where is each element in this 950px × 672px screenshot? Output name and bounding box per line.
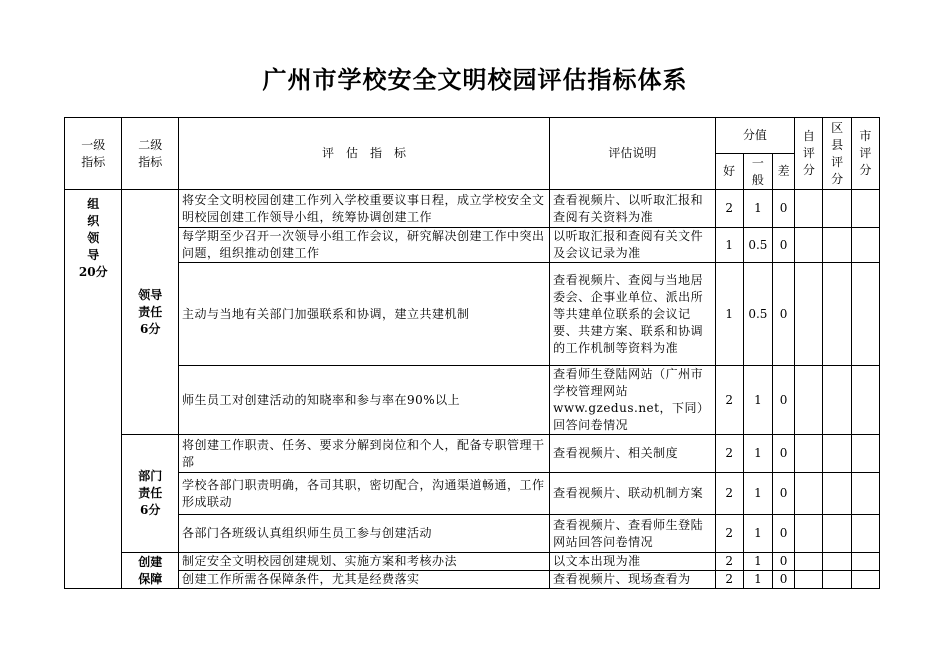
self-score-cell[interactable] xyxy=(795,366,823,435)
header-indicator: 评 估 指 标 xyxy=(178,118,549,190)
table-row xyxy=(65,435,880,473)
indicator-text: 各部门各班级认真组织师生员工参与创建活动 xyxy=(178,515,549,553)
district-score-cell[interactable] xyxy=(823,553,851,571)
score-good: 1 xyxy=(715,228,743,263)
header-description: 评估说明 xyxy=(550,118,715,190)
district-score-cell[interactable] xyxy=(823,515,851,553)
district-score-cell[interactable] xyxy=(823,228,851,263)
city-score-cell[interactable] xyxy=(851,553,879,571)
score-poor: 0 xyxy=(773,473,795,515)
score-good: 2 xyxy=(715,473,743,515)
header-level2: 二级 指标 xyxy=(122,118,178,190)
district-score-cell[interactable] xyxy=(823,473,851,515)
score-average: 1 xyxy=(743,515,772,553)
city-score-cell[interactable] xyxy=(851,571,879,589)
score-good: 2 xyxy=(715,435,743,473)
district-score-cell[interactable] xyxy=(823,435,851,473)
header-city-score: 市 评 分 xyxy=(851,118,879,190)
score-good: 2 xyxy=(715,553,743,571)
level2-indicator: 创建 保障 xyxy=(122,553,178,589)
indicator-text: 主动与当地有关部门加强联系和协调，建立共建机制 xyxy=(178,263,549,366)
score-poor: 0 xyxy=(773,435,795,473)
table-row xyxy=(65,553,880,571)
evaluation-note: 查看视频片、现场查看为 xyxy=(550,571,715,589)
header-poor: 差 xyxy=(773,154,795,190)
self-score-cell[interactable] xyxy=(795,190,823,228)
self-score-cell[interactable] xyxy=(795,228,823,263)
self-score-cell[interactable] xyxy=(795,553,823,571)
table-row xyxy=(65,473,880,515)
table-body xyxy=(65,190,880,589)
district-score-cell[interactable] xyxy=(823,263,851,366)
evaluation-note: 查看视频片、相关制度 xyxy=(550,435,715,473)
district-score-cell[interactable] xyxy=(823,571,851,589)
indicator-text: 师生员工对创建活动的知晓率和参与率在90%以上 xyxy=(178,366,549,435)
table-row xyxy=(65,190,880,228)
score-good: 2 xyxy=(715,571,743,589)
self-score-cell[interactable] xyxy=(795,571,823,589)
score-average: 1 xyxy=(743,190,772,228)
score-average: 1 xyxy=(743,553,772,571)
evaluation-note: 查看视频片、联动机制方案 xyxy=(550,473,715,515)
score-poor: 0 xyxy=(773,571,795,589)
district-score-cell[interactable] xyxy=(823,190,851,228)
level1-indicator: 组 织 领 导 20分 xyxy=(65,190,122,589)
evaluation-note: 查看视频片、查看师生登陆网站回答问卷情况 xyxy=(550,515,715,553)
score-average: 1 xyxy=(743,571,772,589)
city-score-cell[interactable] xyxy=(851,515,879,553)
score-poor: 0 xyxy=(773,553,795,571)
table-row xyxy=(65,366,880,435)
score-average: 1 xyxy=(743,435,772,473)
district-score-cell[interactable] xyxy=(823,366,851,435)
city-score-cell[interactable] xyxy=(851,263,879,366)
score-average: 1 xyxy=(743,366,772,435)
indicator-text: 将创建工作职责、任务、要求分解到岗位和个人，配备专职管理干部 xyxy=(178,435,549,473)
score-average: 1 xyxy=(743,473,772,515)
header-good: 好 xyxy=(715,154,743,190)
header-district-score: 区 县 评 分 xyxy=(823,118,851,190)
self-score-cell[interactable] xyxy=(795,435,823,473)
score-average: 0.5 xyxy=(743,263,772,366)
score-poor: 0 xyxy=(773,263,795,366)
self-score-cell[interactable] xyxy=(795,263,823,366)
city-score-cell[interactable] xyxy=(851,190,879,228)
table-row xyxy=(65,571,880,589)
score-good: 2 xyxy=(715,190,743,228)
header-level1: 一级 指标 xyxy=(65,118,122,190)
self-score-cell[interactable] xyxy=(795,473,823,515)
header-self-score: 自 评 分 xyxy=(795,118,823,190)
score-poor: 0 xyxy=(773,515,795,553)
evaluation-note: 查看师生登陆网站（广州市学校管理网站www.gzedus.net，下同）回答问卷情况 xyxy=(550,366,715,435)
city-score-cell[interactable] xyxy=(851,228,879,263)
score-poor: 0 xyxy=(773,190,795,228)
score-good: 2 xyxy=(715,366,743,435)
evaluation-note: 查看视频片、查阅与当地居委会、企事业单位、派出所等共建单位联系的会议记要、共建方案、联系和协调的工作机制等资料为准 xyxy=(550,263,715,366)
header-average: 一 般 xyxy=(743,154,772,190)
indicator-text: 学校各部门职责明确，各司其职，密切配合，沟通渠道畅通，工作形成联动 xyxy=(178,473,549,515)
score-poor: 0 xyxy=(773,228,795,263)
score-good: 2 xyxy=(715,515,743,553)
table-row xyxy=(65,515,880,553)
indicator-text: 每学期至少召开一次领导小组工作会议，研究解决创建工作中突出问题，组织推动创建工作 xyxy=(178,228,549,263)
city-score-cell[interactable] xyxy=(851,473,879,515)
score-good: 1 xyxy=(715,263,743,366)
self-score-cell[interactable] xyxy=(795,515,823,553)
page-title: 广州市学校安全文明校园评估指标体系 xyxy=(262,66,688,94)
table-row xyxy=(65,228,880,263)
indicator-text: 创建工作所需各保障条件，尤其是经费落实 xyxy=(178,571,549,589)
level2-indicator: 部门 责任 6分 xyxy=(122,435,178,553)
table-row xyxy=(65,263,880,366)
level2-indicator: 领导 责任 6分 xyxy=(122,190,178,435)
evaluation-table xyxy=(64,117,880,589)
city-score-cell[interactable] xyxy=(851,366,879,435)
score-poor: 0 xyxy=(773,366,795,435)
header-score: 分值 xyxy=(715,118,795,154)
evaluation-note: 以听取汇报和查阅有关文件及会议记录为准 xyxy=(550,228,715,263)
indicator-text: 将安全文明校园创建工作列入学校重要议事日程，成立学校安全文明校园创建工作领导小组，统筹协调创建工作 xyxy=(178,190,549,228)
evaluation-note: 以文本出现为准 xyxy=(550,553,715,571)
indicator-text: 制定安全文明校园创建规划、实施方案和考核办法 xyxy=(178,553,549,571)
city-score-cell[interactable] xyxy=(851,435,879,473)
evaluation-note: 查看视频片、以听取汇报和查阅有关资料为准 xyxy=(550,190,715,228)
score-average: 0.5 xyxy=(743,228,772,263)
